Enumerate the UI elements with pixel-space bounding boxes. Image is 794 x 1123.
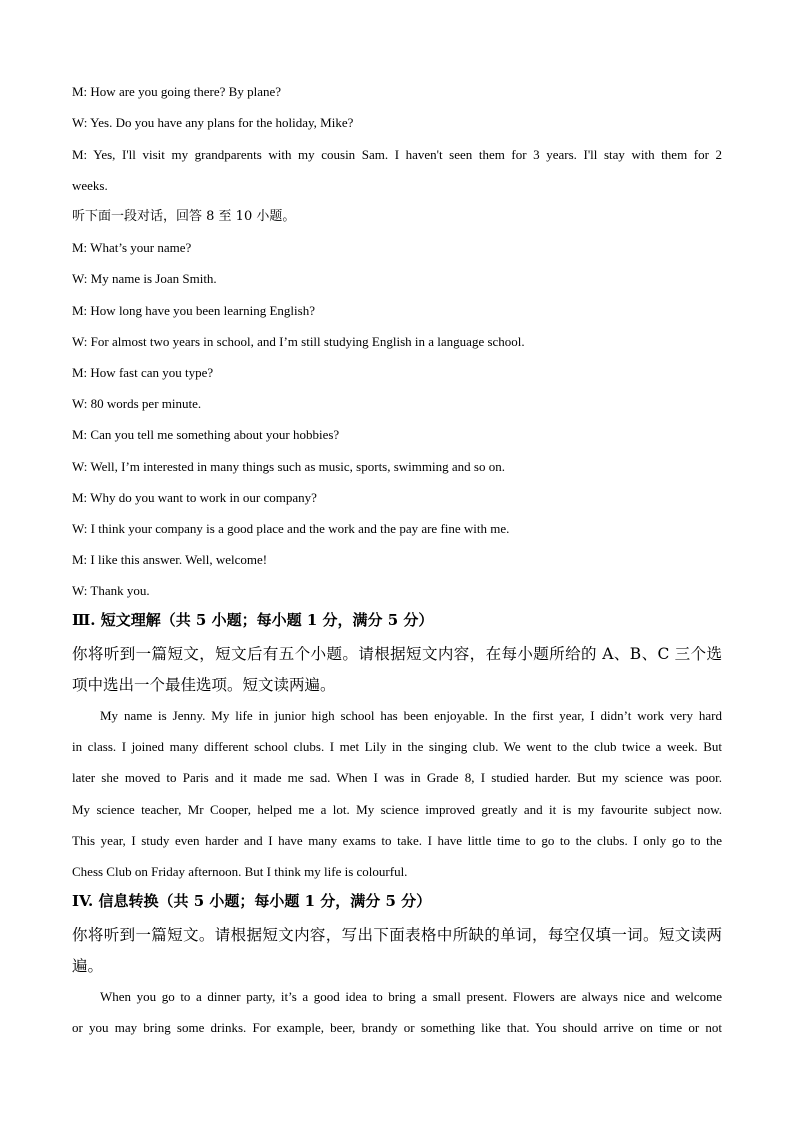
dialogue-line: M: What’s your name?	[72, 240, 192, 255]
dialogue-line: W: 80 words per minute.	[72, 396, 202, 411]
dialogue-line: M: Why do you want to work in our company?	[72, 490, 317, 505]
dialogue-line: M: Can you tell me something about your hobbies?	[72, 427, 340, 442]
dialogue-line: W: Yes. Do you have any plans for the holiday, Mike?	[72, 115, 354, 130]
dialogue-line: M: How fast can you type?	[72, 365, 214, 380]
passage-line: My name is Jenny. My life in junior high school has been enjoyable. In the first year, I didn’t work very hard	[100, 708, 722, 723]
dialogue-line: M: How long have you been learning English?	[72, 303, 315, 318]
section-heading: IV. 信息转换（共 5 小题；每小题 1 分，满分 5 分）	[72, 892, 432, 910]
dialogue-line: M: How are you going there? By plane?	[72, 84, 282, 99]
section-instruction: 遍。	[72, 957, 104, 975]
passage-line: or you may bring some drinks. For example, beer, brandy or something like that. You should arrive on time or not	[72, 1020, 722, 1035]
dialogue-line: M: I like this answer. Well, welcome!	[72, 552, 268, 567]
dialogue-line: W: I think your company is a good place and the work and the pay are fine with me.	[72, 521, 510, 536]
passage-line: When you go to a dinner party, it’s a good idea to bring a small present. Flowers are always nice and welcome	[100, 989, 722, 1004]
dialogue-line: W: Well, I’m interested in many things such as music, sports, swimming and so on.	[72, 459, 505, 474]
section-instruction: 你将听到一篇短文，短文后有五个小题。请根据短文内容，在每小题所给的 A、B、C 三个选	[72, 645, 722, 663]
dialogue-intro: 听下面一段对话，回答 8 至 10 小题。	[72, 209, 296, 224]
dialogue-line: weeks.	[72, 178, 108, 193]
section-instruction: 你将听到一篇短文。请根据短文内容，写出下面表格中所缺的单词，每空仅填一词。短文读两	[72, 926, 722, 944]
passage-line: later she moved to Paris and it made me sad. When I was in Grade 8, I studied harder. But my science was poor.	[72, 770, 722, 785]
passage-line: Chess Club on Friday afternoon. But I think my life is colourful.	[72, 864, 408, 879]
section-instruction: 项中选出一个最佳选项。短文读两遍。	[72, 676, 336, 694]
section-heading: Ⅲ. 短文理解（共 5 小题；每小题 1 分，满分 5 分）	[72, 611, 434, 629]
dialogue-line: M: Yes, I'll visit my grandparents with my cousin Sam. I haven't seen them for 3 years. I'll stay with them for 2	[72, 147, 722, 162]
dialogue-line: W: Thank you.	[72, 583, 150, 598]
passage-line: This year, I study even harder and I have many exams to take. I have little time to go to the clubs. I only go to the	[72, 833, 722, 848]
passage-line: in class. I joined many different school clubs. I met Lily in the singing club. We went to the club twice a week. But	[72, 739, 722, 754]
passage-line: My science teacher, Mr Cooper, helped me a lot. My science improved greatly and it is my favourite subject now.	[72, 802, 722, 817]
dialogue-line: W: My name is Joan Smith.	[72, 271, 217, 286]
dialogue-line: W: For almost two years in school, and I’m still studying English in a language school.	[72, 334, 525, 349]
